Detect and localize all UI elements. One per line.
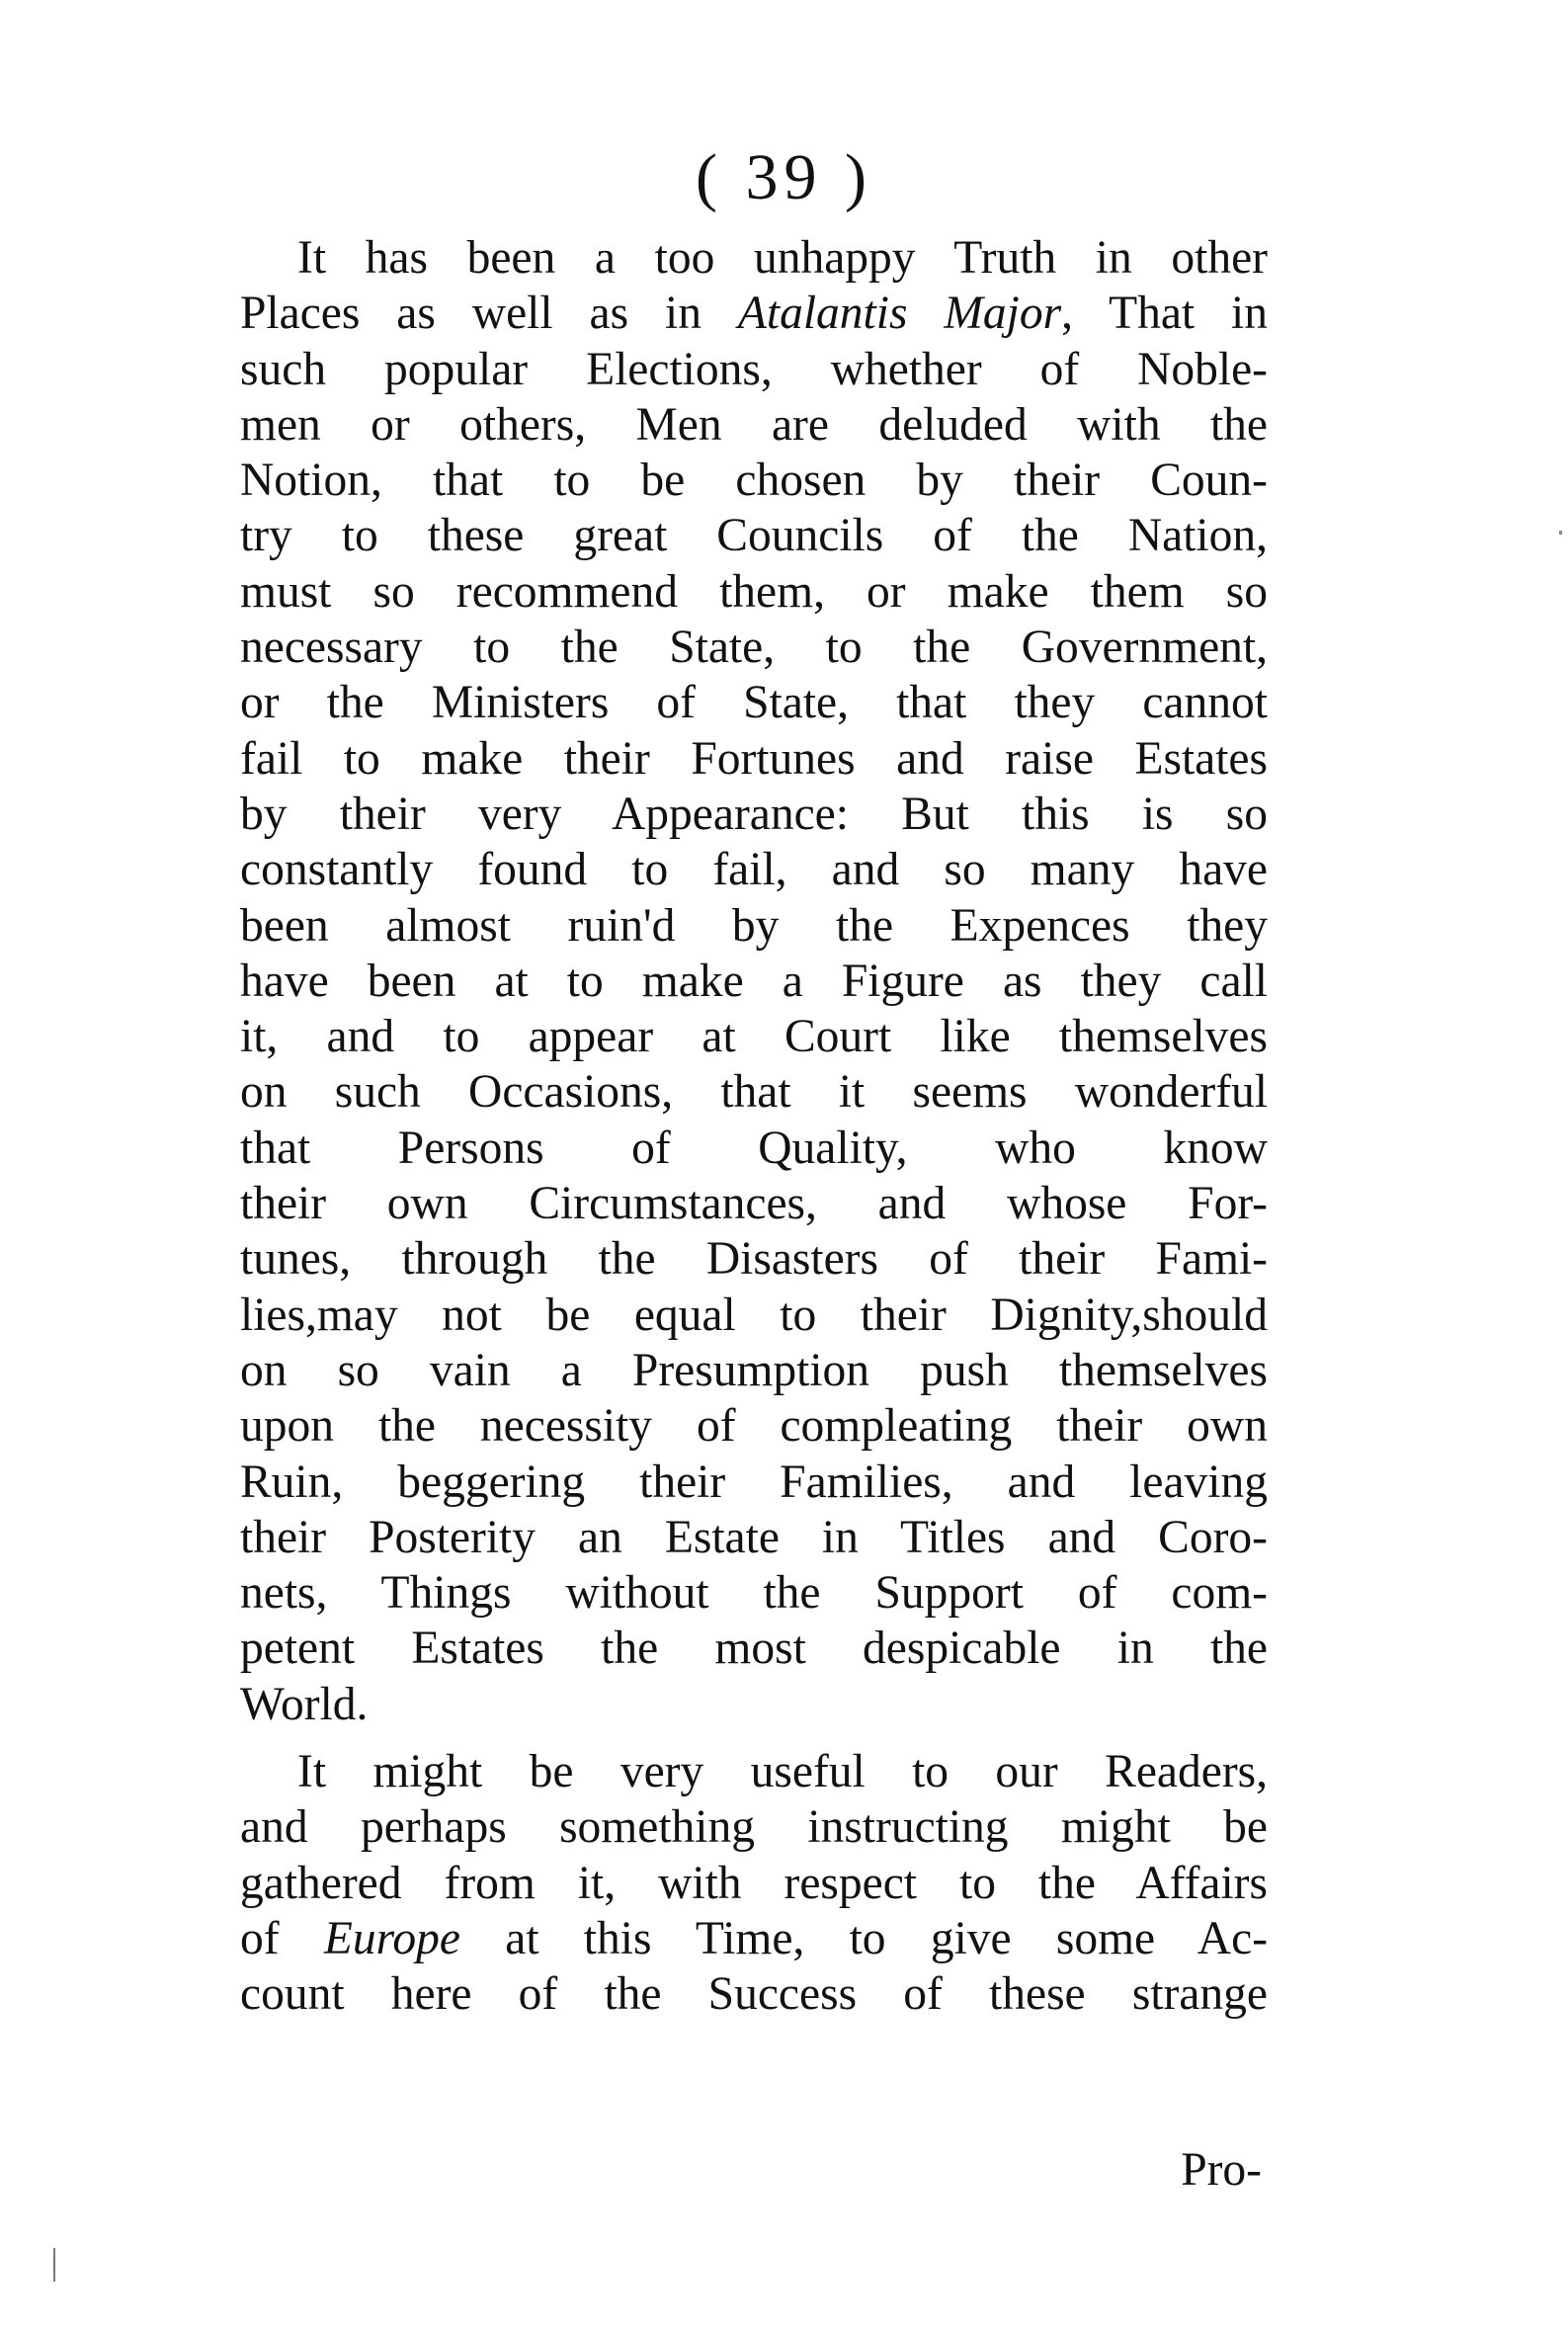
text-line: that Persons of Quality, who know — [240, 1122, 1268, 1174]
text-line: upon the necessity of compleating their own — [240, 1400, 1268, 1453]
body-text — [240, 230, 1268, 2023]
italic-title: Atalantis Major — [737, 288, 1062, 340]
text-line: It might be very useful to our Readers, — [297, 1746, 1268, 1798]
text-line: gathered from it, with respect to the Affairs — [240, 1857, 1268, 1909]
text-line: by their very Appearance: But this is so — [240, 788, 1268, 840]
text-line: must so recommend them, or make them so — [240, 565, 1268, 618]
page-number: ( 39 ) — [696, 141, 872, 213]
text-line: Ruin, beggering their Families, and leaving — [240, 1456, 1268, 1508]
text-fragment: of — [240, 1912, 280, 1964]
text-line: count here of the Success of these strange — [240, 1968, 1268, 2021]
text-line — [240, 286, 1268, 341]
text-line: nets, Things without the Support of com- — [240, 1567, 1268, 1620]
text-line: their Posterity an Estate in Titles and Coro- — [240, 1511, 1268, 1563]
text-line: petent Estates the most despicable in the — [240, 1623, 1268, 1675]
text-line: lies,may not be equal to their Dignity,should — [240, 1289, 1268, 1341]
scan-dot — [1559, 531, 1562, 535]
text-line: or the Ministers of State, that they cannot — [240, 677, 1268, 729]
text-line: tunes, through the Disasters of their Fami- — [240, 1233, 1268, 1286]
text-line: fail to make their Fortunes and raise Estates — [240, 732, 1268, 785]
text-line: constantly found to fail, and so many have — [240, 844, 1268, 896]
text-line: Notion, that to be chosen by their Coun- — [240, 455, 1268, 507]
text-line: on so vain a Presumption push themselves — [240, 1344, 1268, 1396]
text-line — [240, 1911, 1268, 1966]
scan-mark — [53, 2248, 55, 2282]
text-line: have been at to make a Figure as they call — [240, 955, 1268, 1007]
text-line: it, and to appear at Court like themselves — [240, 1011, 1268, 1063]
text-line: It has been a too unhappy Truth in other — [297, 232, 1268, 284]
text-fragment: , That in — [1061, 288, 1269, 340]
text-line: try to these great Councils of the Nation, — [240, 510, 1268, 562]
text-line: World. — [240, 1678, 369, 1730]
text-line: men or others, Men are deluded with the — [240, 398, 1268, 451]
catchword: Pro- — [1181, 2144, 1262, 2196]
text-line: been almost ruin'd by the Expences they — [240, 899, 1268, 952]
text-line: and perhaps something instructing might be — [240, 1801, 1268, 1854]
text-fragment: at this Time, to give some Ac- — [459, 1912, 1269, 1964]
text-line: on such Occasions, that it seems wonderful — [240, 1066, 1268, 1119]
text-line: their own Circumstances, and whose For- — [240, 1178, 1268, 1230]
text-line: necessary to the State, to the Government, — [240, 622, 1268, 674]
italic-place: Europe — [323, 1912, 460, 1964]
text-line: such popular Elections, whether of Noble- — [240, 343, 1268, 395]
text-fragment: Places as well as in — [240, 288, 701, 340]
